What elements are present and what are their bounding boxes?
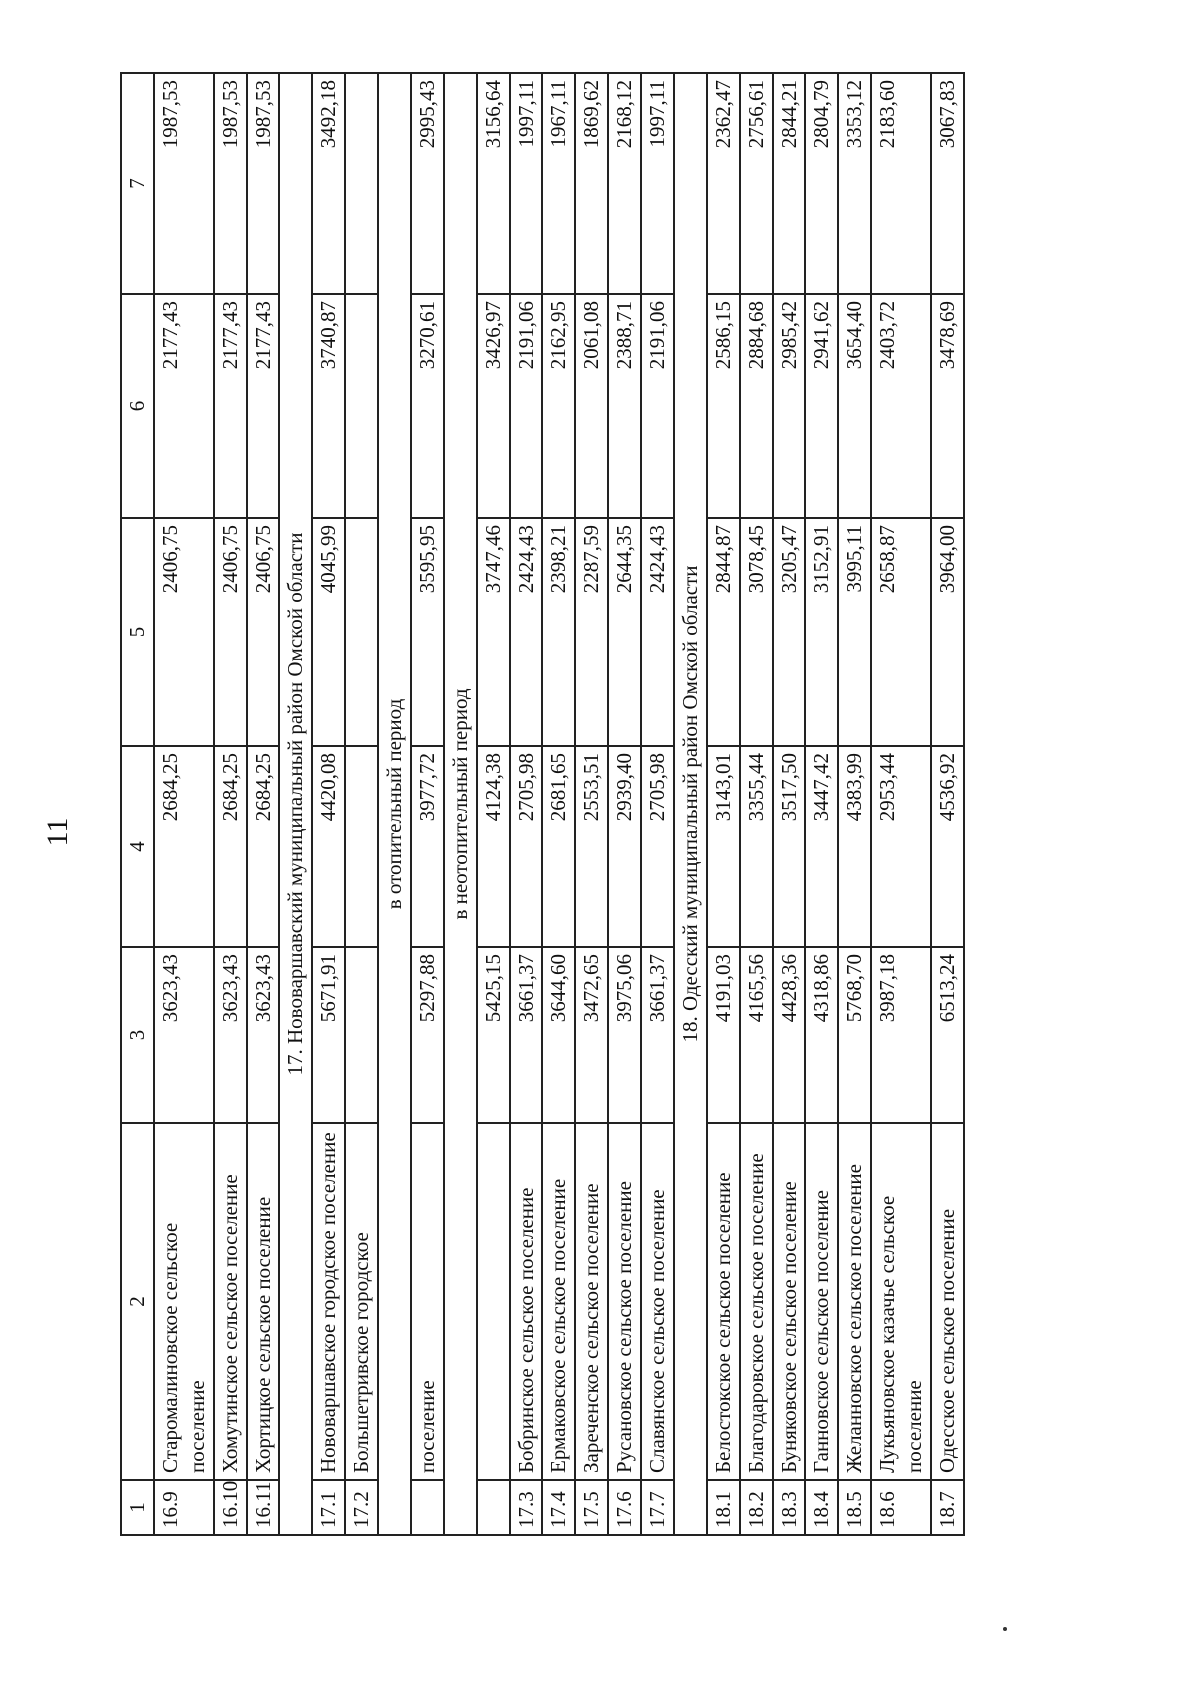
value-cell: 3747,46 [477,518,510,746]
row-number-cell: 17.4 [542,1480,575,1535]
table-row [542,73,575,1535]
value-cell: 2684,25 [247,746,280,947]
value-cell: 2705,98 [641,746,674,947]
value-cell: 2844,87 [707,518,740,746]
value-cell: 2424,43 [641,518,674,746]
table-row [641,73,674,1535]
value-cell: 2941,62 [805,294,838,518]
table-row [411,73,444,1535]
value-cell: 3623,43 [247,947,280,1123]
table-body [121,73,964,1535]
table-row [510,73,543,1535]
table-row [805,73,838,1535]
value-cell: 2658,87 [871,518,931,746]
table-row [608,73,641,1535]
table-row [477,73,510,1535]
value-cell: 2388,71 [608,294,641,518]
section-row [674,73,707,1535]
value-cell: 3654,40 [838,294,871,518]
value-cell: 2553,51 [575,746,608,947]
value-cell: 3205,47 [773,518,806,746]
header-row [121,73,154,1535]
value-cell: 4124,38 [477,746,510,947]
settlement-name-cell: Одесское сельское поселение [931,1123,964,1480]
value-cell: 3517,50 [773,746,806,947]
value-cell: 3270,61 [411,294,444,518]
value-cell: 3644,60 [542,947,575,1123]
table-row [871,73,931,1535]
value-cell: 5425,15 [477,947,510,1123]
value-cell: 2403,72 [871,294,931,518]
value-cell: 2681,65 [542,746,575,947]
value-cell [345,746,378,947]
value-cell: 1987,53 [247,73,280,294]
settlement-name-cell: Ермаковское сельское поселение [542,1123,575,1480]
row-number-cell [411,1480,444,1535]
settlement-name-cell: Нововаршавское городское поселение [312,1123,345,1480]
value-cell: 3156,64 [477,73,510,294]
period-label: в отопительный период [378,73,411,1535]
value-cell: 3661,37 [641,947,674,1123]
value-cell: 2804,79 [805,73,838,294]
value-cell: 3964,00 [931,518,964,746]
value-cell: 3078,45 [740,518,773,746]
value-cell: 2406,75 [214,518,247,746]
settlement-name-cell: Благодаровское сельское поселение [740,1123,773,1480]
value-cell: 2756,61 [740,73,773,294]
row-number-cell: 18.1 [707,1480,740,1535]
rotated-table-container [120,74,1085,1536]
period-label: в неотопительный период [444,73,477,1535]
value-cell: 1997,11 [641,73,674,294]
table-row [345,73,378,1535]
value-cell: 2287,59 [575,518,608,746]
section-row [279,73,312,1535]
header-cell: 7 [121,73,154,294]
value-cell: 2684,25 [154,746,214,947]
value-cell: 3067,83 [931,73,964,294]
value-cell: 2644,35 [608,518,641,746]
header-cell: 1 [121,1480,154,1535]
settlement-name-cell: Ганновское сельское поселение [805,1123,838,1480]
value-cell: 1987,53 [154,73,214,294]
settlement-name-cell: поселение [411,1123,444,1480]
value-cell: 2705,98 [510,746,543,947]
value-cell: 2177,43 [247,294,280,518]
value-cell: 2995,43 [411,73,444,294]
value-cell: 3623,43 [214,947,247,1123]
value-cell: 3977,72 [411,746,444,947]
value-cell [345,947,378,1123]
row-number-cell: 18.7 [931,1480,964,1535]
value-cell: 2424,43 [510,518,543,746]
value-cell: 2953,44 [871,746,931,947]
value-cell: 2191,06 [510,294,543,518]
value-cell: 4428,36 [773,947,806,1123]
value-cell [345,518,378,746]
value-cell: 2684,25 [214,746,247,947]
value-cell: 4420,08 [312,746,345,947]
table-row [575,73,608,1535]
row-number-cell: 16.9 [154,1480,214,1535]
section-title: 17. Нововаршавский муниципальный район Омской области [279,73,312,1535]
row-number-cell: 18.5 [838,1480,871,1535]
value-cell: 5768,70 [838,947,871,1123]
value-cell: 2177,43 [214,294,247,518]
table-row [247,73,280,1535]
value-cell: 2406,75 [154,518,214,746]
value-cell: 4536,92 [931,746,964,947]
tariff-table [120,72,965,1536]
value-cell: 3478,69 [931,294,964,518]
row-number-cell: 17.7 [641,1480,674,1535]
value-cell [345,294,378,518]
value-cell: 4165,56 [740,947,773,1123]
value-cell: 4045,99 [312,518,345,746]
scan-dot [1003,1627,1007,1631]
row-number-cell: 18.4 [805,1480,838,1535]
value-cell: 2183,60 [871,73,931,294]
table-row [154,73,214,1535]
page-number: 11 [41,817,74,847]
row-number-cell: 18.6 [871,1480,931,1535]
period-row [444,73,477,1535]
row-number-cell: 17.5 [575,1480,608,1535]
row-number-cell: 16.10 [214,1480,247,1535]
value-cell: 2844,21 [773,73,806,294]
settlement-name-cell: Большетривское городское [345,1123,378,1480]
value-cell: 3152,91 [805,518,838,746]
value-cell: 3353,12 [838,73,871,294]
row-number-cell: 17.3 [510,1480,543,1535]
value-cell: 2884,68 [740,294,773,518]
header-cell: 2 [121,1123,154,1480]
value-cell: 1967,11 [542,73,575,294]
settlement-name-cell: Бобринское сельское поселение [510,1123,543,1480]
settlement-name-cell: Желанновское сельское поселение [838,1123,871,1480]
value-cell: 3472,65 [575,947,608,1123]
value-cell: 3492,18 [312,73,345,294]
header-cell: 3 [121,947,154,1123]
value-cell: 2398,21 [542,518,575,746]
value-cell: 4191,03 [707,947,740,1123]
value-cell: 4318,86 [805,947,838,1123]
row-number-cell: 16.11 [247,1480,280,1535]
value-cell: 3447,42 [805,746,838,947]
value-cell: 6513,24 [931,947,964,1123]
value-cell: 2586,15 [707,294,740,518]
value-cell: 5671,91 [312,947,345,1123]
table-row [931,73,964,1535]
table-row [214,73,247,1535]
settlement-name-cell: Лукьяновское казачье сельское поселение [871,1123,931,1480]
value-cell: 2985,42 [773,294,806,518]
row-number-cell: 18.3 [773,1480,806,1535]
value-cell: 2168,12 [608,73,641,294]
value-cell [345,73,378,294]
section-title: 18. Одесский муниципальный район Омской области [674,73,707,1535]
settlement-name-cell: Белостокское сельское поселение [707,1123,740,1480]
value-cell: 1997,11 [510,73,543,294]
settlement-name-cell: Буняковское сельское поселение [773,1123,806,1480]
row-number-cell: 17.1 [312,1480,345,1535]
table-row [838,73,871,1535]
settlement-name-cell: Хортицкое сельское поселение [247,1123,280,1480]
header-cell: 6 [121,294,154,518]
value-cell: 3143,01 [707,746,740,947]
settlement-name-cell: Зареченское сельское поселение [575,1123,608,1480]
table-row [740,73,773,1535]
settlement-name-cell: Хомутинское сельское поселение [214,1123,247,1480]
value-cell: 3987,18 [871,947,931,1123]
value-cell: 2061,08 [575,294,608,518]
value-cell: 3623,43 [154,947,214,1123]
value-cell: 1869,62 [575,73,608,294]
table-row [773,73,806,1535]
row-number-cell: 17.2 [345,1480,378,1535]
row-number-cell [477,1480,510,1535]
value-cell: 3355,44 [740,746,773,947]
value-cell: 2162,95 [542,294,575,518]
period-row [378,73,411,1535]
value-cell: 3740,87 [312,294,345,518]
value-cell: 4383,99 [838,746,871,947]
row-number-cell: 18.2 [740,1480,773,1535]
value-cell: 1987,53 [214,73,247,294]
value-cell: 3995,11 [838,518,871,746]
value-cell: 2406,75 [247,518,280,746]
value-cell: 2939,40 [608,746,641,947]
settlement-name-cell: Русановское сельское поселение [608,1123,641,1480]
value-cell: 5297,88 [411,947,444,1123]
row-number-cell: 17.6 [608,1480,641,1535]
header-cell: 4 [121,746,154,947]
table-row [312,73,345,1535]
settlement-name-cell: Старомалиновское сельское поселение [154,1123,214,1480]
value-cell: 2191,06 [641,294,674,518]
value-cell: 2177,43 [154,294,214,518]
table-row [707,73,740,1535]
value-cell: 3661,37 [510,947,543,1123]
value-cell: 3426,97 [477,294,510,518]
value-cell: 3595,95 [411,518,444,746]
settlement-name-cell: Славянское сельское поселение [641,1123,674,1480]
value-cell: 2362,47 [707,73,740,294]
header-cell: 5 [121,518,154,746]
value-cell: 3975,06 [608,947,641,1123]
settlement-name-cell [477,1123,510,1480]
